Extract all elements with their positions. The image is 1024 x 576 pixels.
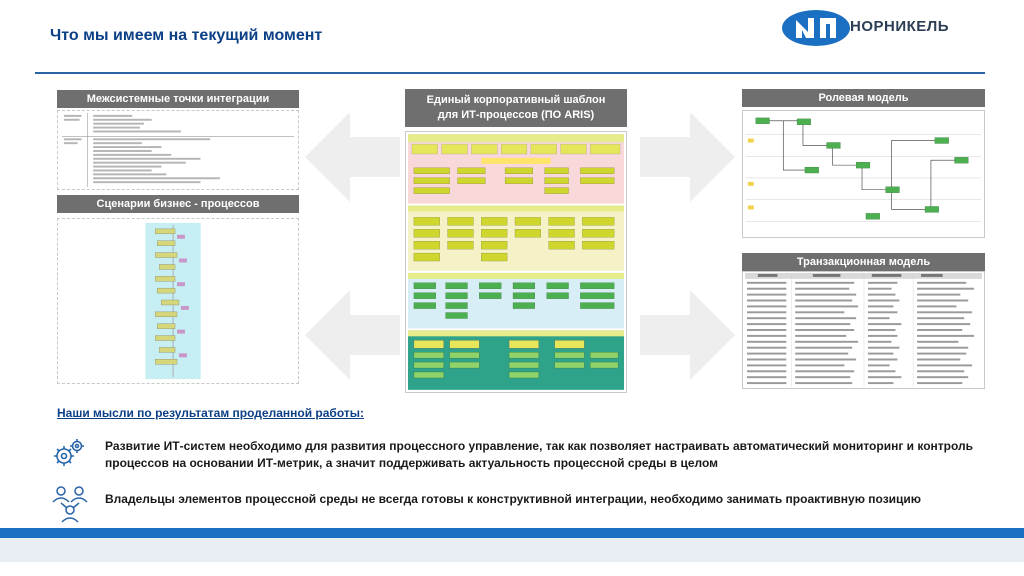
logo-text: НОРНИКЕЛЬ <box>850 18 950 35</box>
thought-item-1: Развитие ИТ-систем необходимо для развития процессного управление, так как позволяет настраивать автоматический мониторинг и контроль процессов на основании ИТ-метрик, а значит поддерживать актуальность процессной среды в целом <box>105 439 974 470</box>
template-header <box>405 89 627 127</box>
footer-accent-band <box>0 528 1024 538</box>
transaction-model-thumbnail <box>742 271 985 389</box>
gears-icon <box>50 436 86 472</box>
scenarios-header: Сценарии бизнес - процессов <box>57 195 299 213</box>
footer-light-band <box>0 538 1024 562</box>
integration-document-thumbnail <box>57 110 299 190</box>
page-title: Что мы имеем на текущий момент <box>50 27 323 44</box>
aris-template-thumbnail <box>405 131 627 393</box>
title-divider <box>35 72 985 74</box>
scenarios-diagram-thumbnail <box>57 218 299 384</box>
arrow-right-bottom-icon <box>640 290 735 380</box>
people-network-icon <box>50 484 90 526</box>
arrow-left-bottom-icon <box>305 290 400 380</box>
transaction-model-header: Транзакционная модель <box>742 253 985 271</box>
role-model-thumbnail <box>742 110 985 238</box>
integration-header: Межсистемные точки интеграции <box>57 90 299 108</box>
role-model-header: Ролевая модель <box>742 89 985 107</box>
thoughts-heading: Наши мысли по результатам проделанной работы: <box>57 406 364 420</box>
template-header-line2: для ИТ-процессов (ПО ARIS) <box>437 109 595 121</box>
arrow-left-top-icon <box>305 112 400 202</box>
arrow-right-top-icon <box>640 112 735 202</box>
template-header-line1: Единый корпоративный шаблон <box>426 94 606 106</box>
thought-item-2: Владельцы элементов процессной среды не всегда готовы к конструктивной интеграции, необходимо занимать проактивную позицию <box>105 492 922 506</box>
